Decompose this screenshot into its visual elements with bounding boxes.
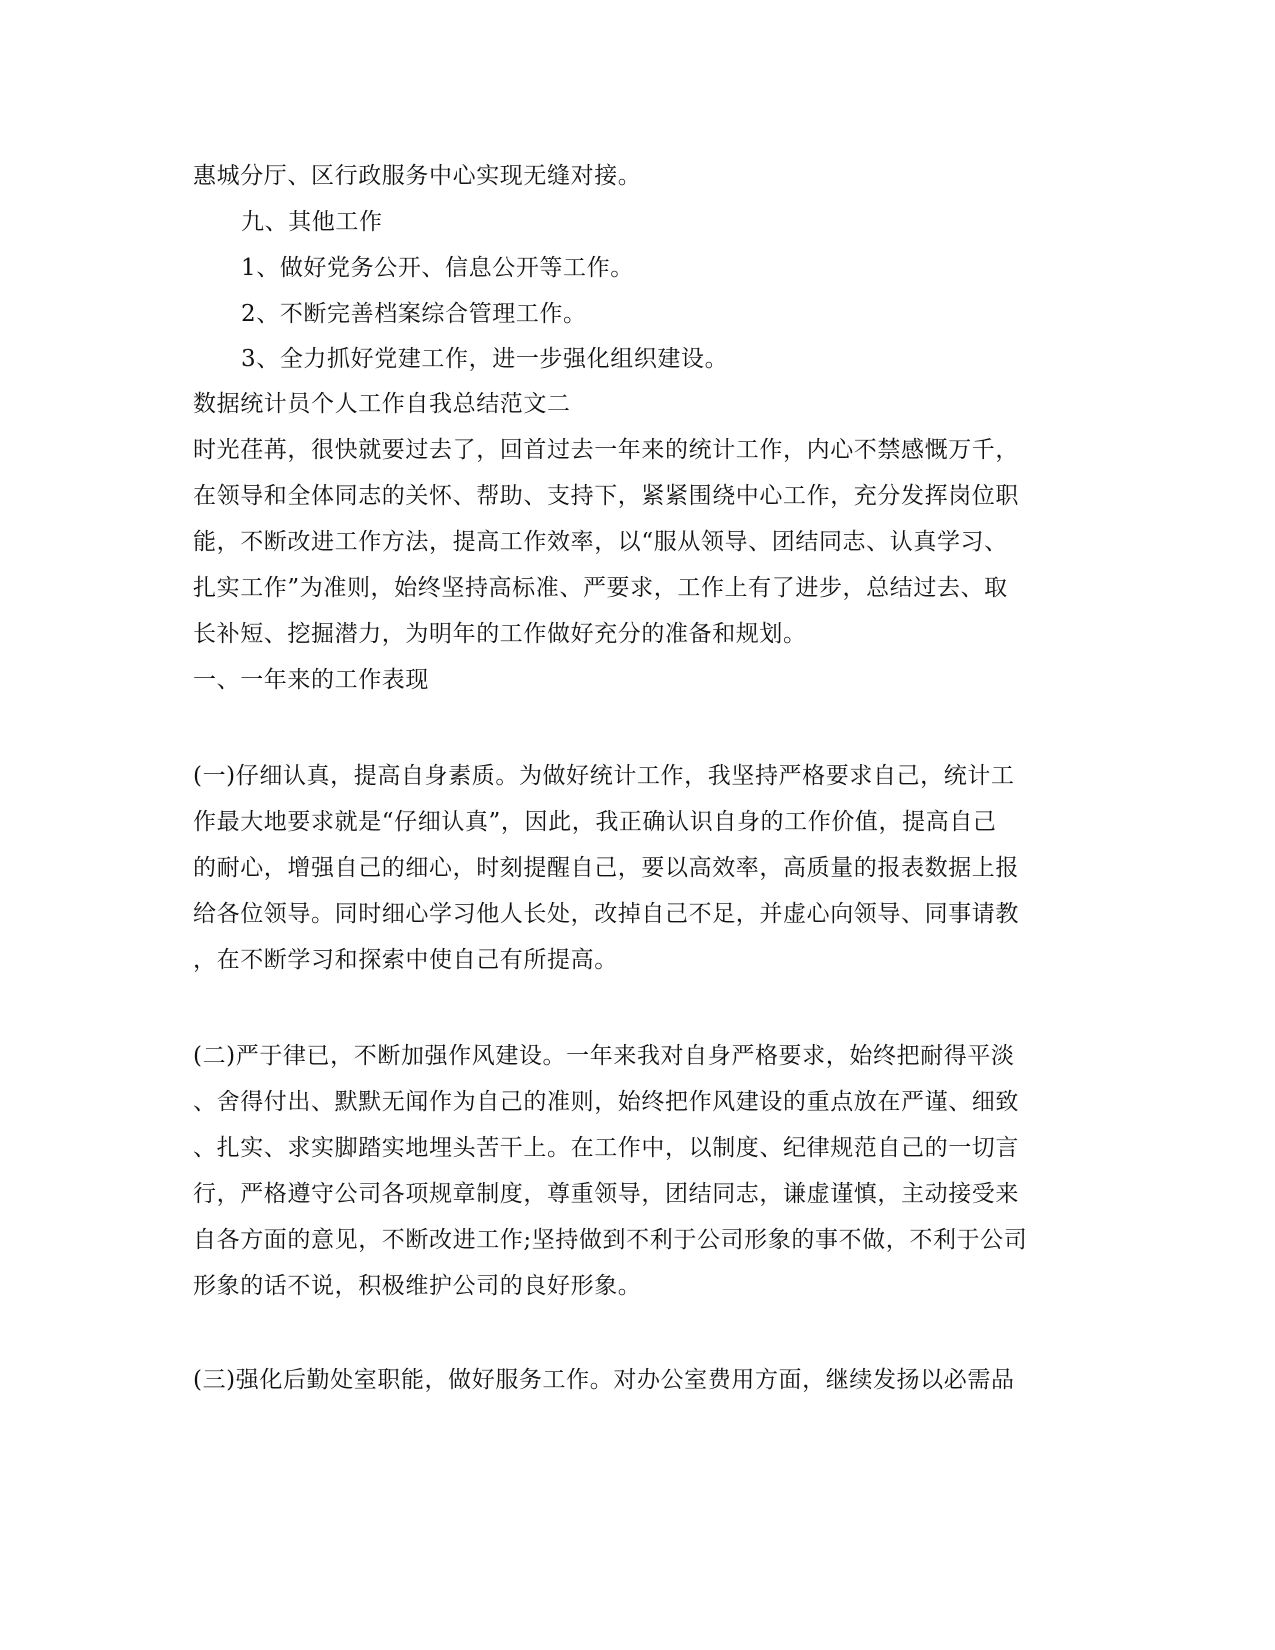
paragraph-2-line-3: 的耐心，增强自己的细心，时刻提醒自己，要以高效率，高质量的报表数据上报 [193,855,1019,881]
section-heading-1: 一、一年来的工作表现 [193,667,429,693]
paragraph-2-line-1: (一)仔细认真，提高自身素质。为做好统计工作，我坚持严格要求自己，统计工 [193,763,1015,789]
paragraph-3-line-4: 行，严格遵守公司各项规章制度，尊重领导，团结同志，谦虚谨慎，主动接受来 [193,1181,1019,1207]
list-item-1: 1、做好党务公开、信息公开等工作。 [241,255,634,281]
paragraph-3-line-2: 、舍得付出、默默无闻作为自己的准则，始终把作风建设的重点放在严谨、细致 [193,1089,1019,1115]
paragraph-1-line-2: 在领导和全体同志的关怀、帮助、支持下，紧紧围绕中心工作，充分发挥岗位职 [193,483,1019,509]
paragraph-2-line-2: 作最大地要求就是“仔细认真”，因此，我正确认识自身的工作价值，提高自己 [193,809,997,835]
paragraph-1-line-1: 时光荏苒，很快就要过去了，回首过去一年来的统计工作，内心不禁感慨万千， [193,437,1019,463]
paragraph-3-line-5: 自各方面的意见，不断改进工作;坚持做到不利于公司形象的事不做，不利于公司 [193,1227,1028,1253]
paragraph-2-line-5: ，在不断学习和探索中使自己有所提高。 [193,947,618,973]
paragraph-3-line-1: (二)严于律已，不断加强作风建设。一年来我对自身严格要求，始终把耐得平淡 [193,1043,1015,1069]
paragraph-1-line-5: 长补短、挖掘潜力，为明年的工作做好充分的准备和规划。 [193,621,807,647]
paragraph-3-line-3: 、扎实、求实脚踏实地埋头苦干上。在工作中，以制度、纪律规范自己的一切言 [193,1135,1019,1161]
list-item-3: 3、全力抓好党建工作，进一步强化组织建设。 [241,346,729,372]
text-line-1: 惠城分厅、区行政服务中心实现无缝对接。 [193,163,642,189]
section-heading-other-work: 九、其他工作 [241,209,383,235]
paragraph-1-line-3: 能，不断改进工作方法，提高工作效率，以“服从领导、团结同志、认真学习、 [193,529,1008,555]
paragraph-4-line-1: (三)强化后勤处室职能，做好服务工作。对办公室费用方面，继续发扬以必需品 [193,1367,1015,1393]
paragraph-1-line-4: 扎实工作”为准则，始终坚持高标准、严要求，工作上有了进步，总结过去、取 [193,575,1008,601]
paragraph-3-line-6: 形象的话不说，积极维护公司的良好形象。 [193,1273,642,1299]
paragraph-2-line-4: 给各位领导。同时细心学习他人长处，改掉自己不足，并虚心向领导、同事请教 [193,901,1019,927]
article-title: 数据统计员个人工作自我总结范文二 [193,391,571,417]
list-item-2: 2、不断完善档案综合管理工作。 [241,301,587,327]
